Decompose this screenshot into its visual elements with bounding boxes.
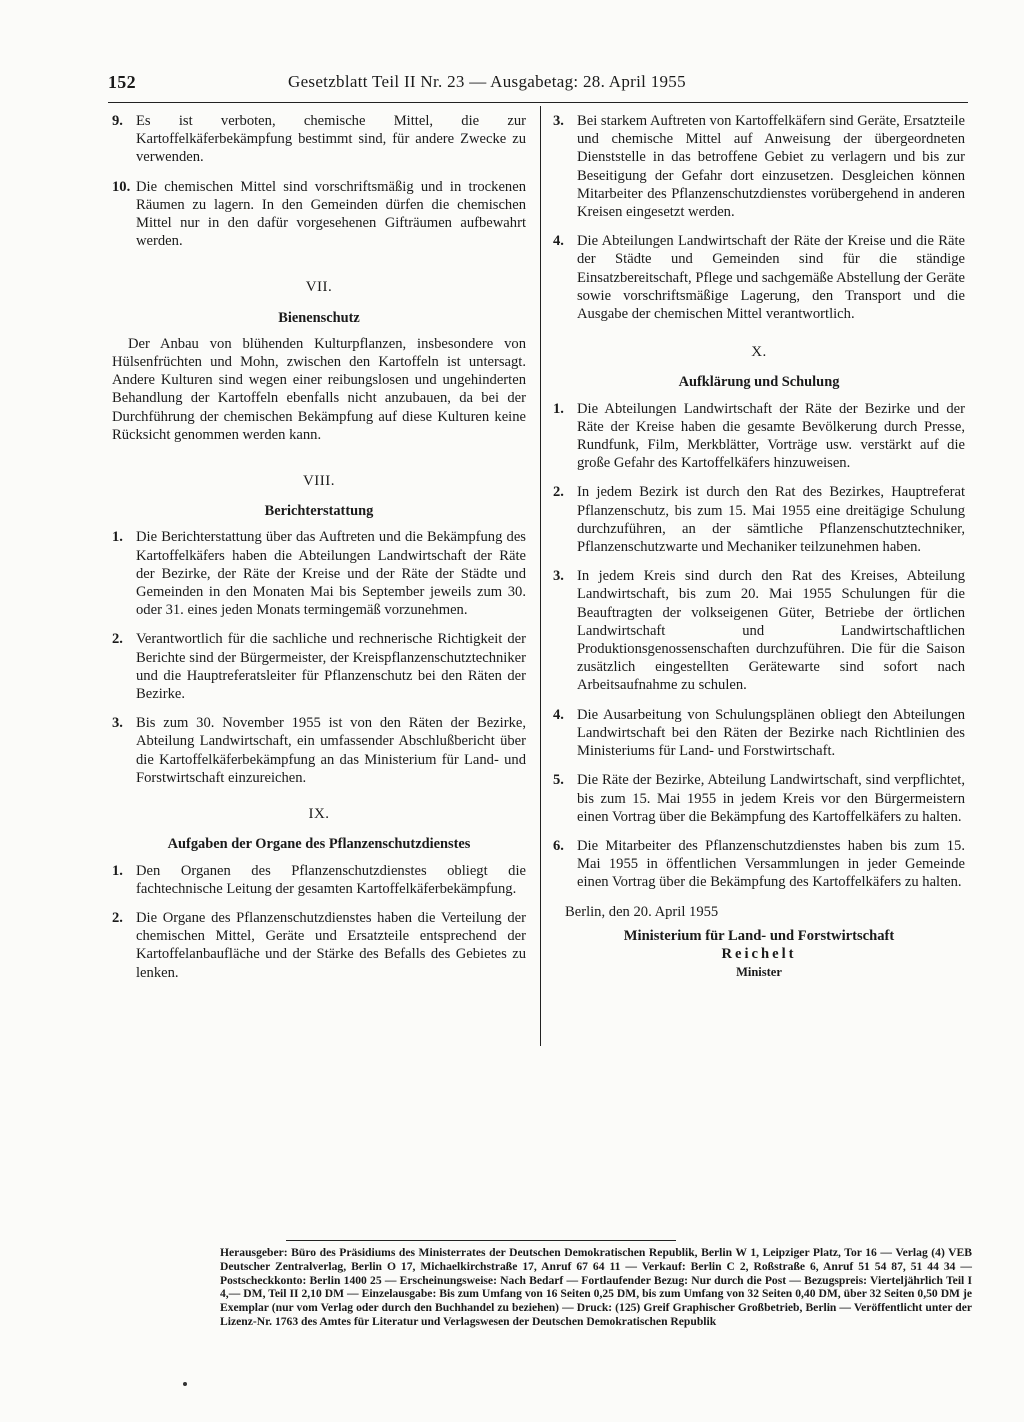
item-text: Den Organen des Pflanzenschutzdienstes obliegt die fachtechnische Leitung der gesamten Kartoffelkäferbekämpfung. [136,862,526,897]
list-item [112,112,526,167]
column-divider [540,106,541,1046]
item-number: 2. [112,909,123,926]
page-header [108,72,968,98]
list-item [553,232,965,323]
signature-place-date: Berlin, den 20. April 1955 [565,903,719,920]
list-item [553,112,965,221]
section-title-aufgaben: Aufgaben der Organe des Pflanzenschutzdienstes [167,836,471,853]
item-text: Die Räte der Bezirke, Abteilung Landwirtschaft, sind verpflichtet, bis zum 15. Mai 1955 in jedem Kreis vor den Bürgermeistern einen Vortrag über die Bekämpfung des Kartoffelkäfers zu halten. [577,772,965,825]
item-number: 10. [112,178,131,195]
list-item [112,909,526,982]
list-item [553,837,965,892]
section-paragraph: Der Anbau von blühenden Kulturpflanzen, insbesondere von Hülsenfrüchten und Mohn, zwischen den Kartoffeln ist untersagt. Andere Kulturen sind wegen einer reibungslosen und ungehinderten Behandlung der Kartoffeln ebenfalls nicht anzubauen, da bei der Durchführung der chemischen Bekämpfung auf diese Kulturen keine Rücksicht genommen werden kann. [112,335,526,443]
section-number-viii: VIII. [302,473,336,490]
item-text: Es ist verboten, chemische Mittel, die zur Kartoffelkäferbekämpfung bestimmt sind, für andere Zwecke zu verwenden. [136,113,526,166]
item-number: 9. [112,113,123,129]
item-number: 4. [553,233,564,250]
list-item [112,528,526,619]
left-column [112,112,526,993]
list-item [553,771,965,826]
section-title-bienenschutz: Bienenschutz [278,309,360,326]
item-text: Verantwortlich für die sachliche und rechnerische Richtigkeit der Berichte sind der Bürgermeister, der Kreispflanzenschutztechniker und die Hauptreferatsleiter für Pflanzenschutz bei den Räten der Bezirke. [136,631,526,703]
footer-rule [286,1240,676,1241]
list-item [553,706,965,761]
section-title-aufklaerung: Aufklärung und Schulung [678,374,840,391]
section-number-vii: VII. [305,279,333,296]
section-title-berichterstattung: Berichterstattung [264,503,374,520]
item-number: 1. [553,400,564,417]
item-number: 6. [553,837,564,854]
list-item [112,862,526,898]
item-text: Die Ausarbeitung von Schulungsplänen obliegt den Abteilungen Landwirtschaft bei den Räten der Bezirke nach Richtlinien des Ministeriums für Land- und Forstwirtschaft. [577,706,965,760]
signature-name: Reichelt [721,945,797,962]
item-text: Bis zum 30. November 1955 ist von den Räten der Bezirke, Abteilung Landwirtschaft, ein umfassender Abschlußbericht über die Kartoffelkäferbekämpfung an das Ministerium für Land- und Forstwirtschaft einzureichen. [136,715,526,786]
item-text: In jedem Bezirk ist durch den Rat des Bezirkes, Hauptreferat Pflanzenschutz, bis zum 15. Mai 1955 eine dreitägige Schulung durchzuführen, an der sämtliche Pflanzenschutztechniker, Pflanzenschutzwarte und Mechaniker teilzunehmen haben. [577,484,965,556]
header-rule [108,102,968,103]
list-item [553,400,965,473]
list-item [112,714,526,787]
item-text: Die Abteilungen Landwirtschaft der Räte der Kreise und die Räte der Städte und Gemeinden sind für die ständige Einsatzbereitschaft, Pflege und sachgemäße Abstellung der Geräte sowie vorschriftsmäßige Lagerung, den Transport und die Ausgabe der chemischen Mittel verantwortlich. [577,233,965,323]
signature-role: Minister [736,965,782,980]
section-number-x: X. [751,344,767,361]
item-text: Die Berichterstattung über das Auftreten und die Bekämpfung des Kartoffelkäfers haben die Abteilungen Landwirtschaft der Räte der Bezirke, der Räte der Kreise und der Räte der Städte und Gemeinden in den Monaten Mai bis September jeweils zum 30. oder 31. eines jeden Monats termingemäß vorzunehmen. [136,529,526,619]
item-number: 1. [112,529,123,546]
list-item [112,630,526,703]
item-text: Die chemischen Mittel sind vorschriftsmäßig und in trockenen Räumen zu lagern. In den Gemeinden dürfen die chemischen Mittel nur in den dafür vorgesehenen Gifträumen aufbewahrt werden. [136,178,526,250]
item-number: 3. [553,113,564,129]
list-item [553,483,965,556]
item-number: 3. [553,568,564,585]
right-column [553,112,965,981]
print-speck [183,1382,187,1386]
item-number: 5. [553,772,564,789]
item-text: Die Organe des Pflanzenschutzdienstes haben die Verteilung der chemischen Mittel, Geräte und Ersatzteile entsprechend der Kartoffelanbaufläche und der Stärke des Befalls des Gebietes zu lenken. [136,909,526,981]
item-text: Die Abteilungen Landwirtschaft der Räte der Bezirke und der Räte der Kreise haben die gesamte Bevölkerung durch Presse, Rundfunk, Film, Merkblätter, Vorträge usw. verstärkt auf die große Gefahr des Kartoffelkäfers hinzuweisen. [577,400,965,472]
item-number: 4. [553,706,564,723]
item-text: Bei starkem Auftreten von Kartoffelkäfern sind Geräte, Ersatzteile und chemische Mittel auf Anweisung der übergeordneten Dienststelle in das betroffene Gebiet zu verlagern und bis zur Beseitigung der Gefahr dort einzusetzen. Desgleichen können Mitarbeiter des Pflanzenschutzdienstes vorübergehend in anderen Kreisen eingesetzt werden. [577,113,965,221]
item-number: 1. [112,862,123,879]
header-title: Gesetzblatt Teil II Nr. 23 — Ausgabetag: 28. April 1955 [288,72,686,91]
section-number-ix: IX. [308,806,330,823]
item-number: 2. [112,631,123,648]
page-number: 152 [108,72,136,92]
item-number: 3. [112,715,123,732]
list-item [112,178,526,251]
item-number: 2. [553,484,564,501]
signature-ministry: Ministerium für Land- und Forstwirtschaft [623,927,895,944]
item-text: Die Mitarbeiter des Pflanzenschutzdienstes haben bis zum 15. Mai 1955 in öffentlichen Versammlungen in jeder Gemeinde einen Vortrag über die Bekämpfung des Kartoffelkäfers zu halten. [577,837,965,891]
imprint-footer: Herausgeber: Büro des Präsidiums des Ministerrates der Deutschen Demokratischen Republik, Berlin W 1, Leipziger Platz, Tor 16 — Verlag (4) VEB Deutscher Zentralverlag, Berlin O 17, Michaelkirchstraße 17, Anruf 67 64 11 — Verkauf: Berlin C 2, Roßstraße 6, Anruf 51 54 87, 51 44 34 — Postscheckkonto: Berlin 1400 25 — Erscheinungsweise: Nach Bedarf — Fortlaufender Bezug: Nur durch die Post — Bezugspreis: Vierteljährlich Teil I 4,— DM, Teil II 2,10 DM — Einzelausgabe: Bis zum Umfang von 16 Seiten 0,25 DM, bis zum Umfang von 32 Seiten 0,40 DM, über 32 Seiten 0,50 DM je Exemplar (nur vom Verlag oder durch den Buchhandel zu beziehen) — Druck: (125) Greif Graphischer Großbetrieb, Berlin — Veröffentlicht unter der Lizenz-Nr. 1763 des Amtes für Literatur und Verlagswesen der Deutschen Demokratischen Republik [220,1246,972,1328]
item-text: In jedem Kreis sind durch den Rat des Kreises, Abteilung Landwirtschaft, bis zum 20. Mai 1955 Schulungen für die Beauftragten der volkseigenen Güter, Betriebe der örtlichen Landwirtschaft und Landwirtschaftlichen Produktionsgenossenschaften durchzuführen. Die für die Saison zusätzlich eingestellten Gerätewarte sind sofort nach Arbeitsaufnahme zu schulen. [577,568,965,694]
list-item [553,567,965,694]
